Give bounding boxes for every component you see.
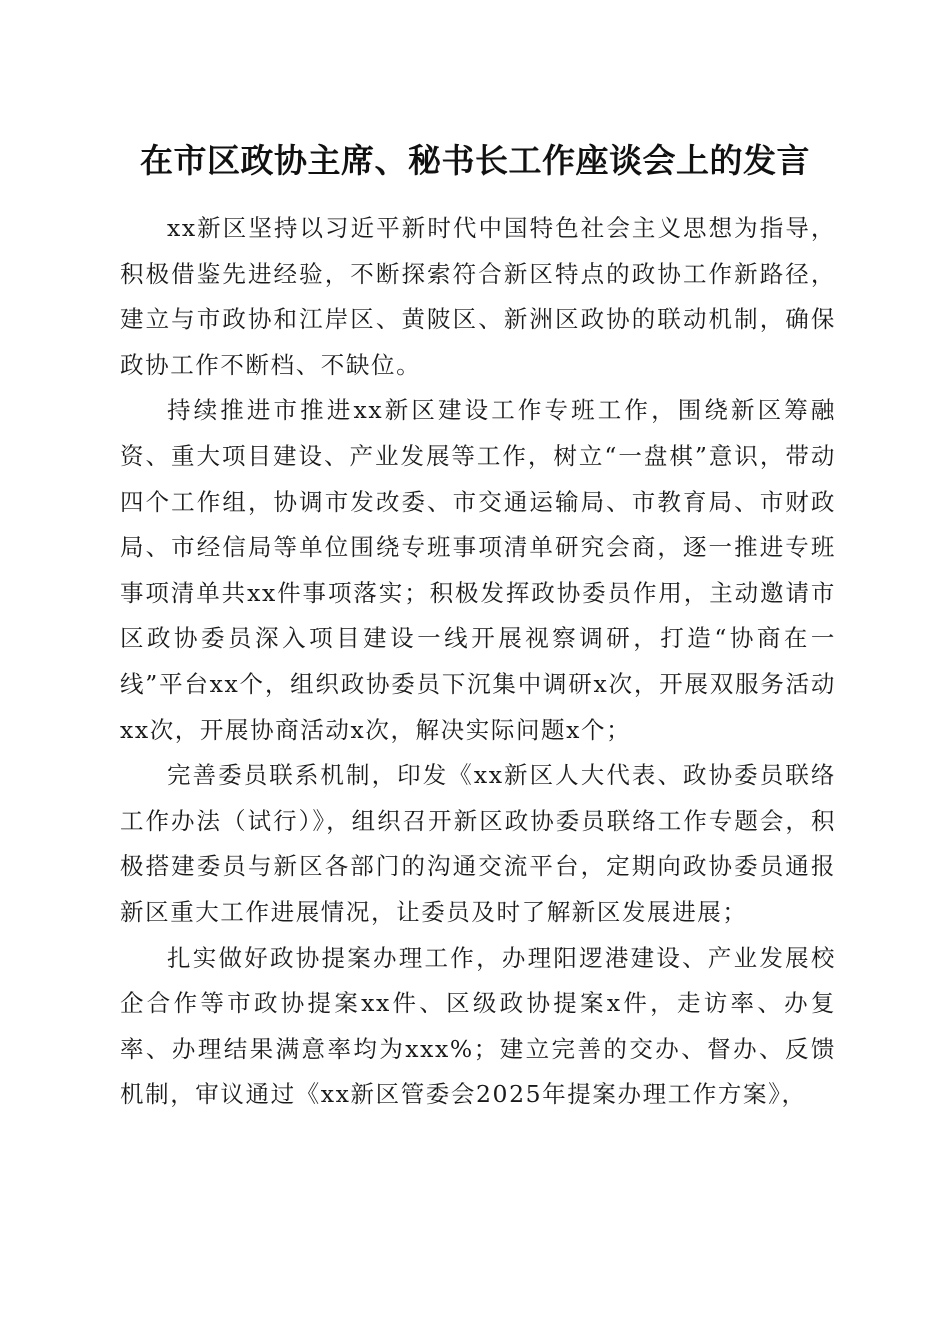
document-body [120,206,836,1118]
paragraph-1: xx新区坚持以习近平新时代中国特色社会主义思想为指导，积极借鉴先进经验，不断探索符合新区特点的政协工作新路径，建立与市政协和江岸区、黄陂区、新洲区政协的联动机制，确保政协工作不断档、不缺位。 [120,214,836,379]
paragraph-4: 扎实做好政协提案办理工作，办理阳逻港建设、产业发展校企合作等市政协提案xx件、区级政协提案x件，走访率、办复率、办理结果满意率均为xxx%；建立完善的交办、督办、反馈机制，审议通过《xx新区管委会2025年提案办理工作方案》， [120,943,836,1109]
document-title: 在市区政协主席、秘书长工作座谈会上的发言 [140,141,810,180]
paragraph-2: 持续推进市推进xx新区建设工作专班工作，围绕新区筹融资、重大项目建设、产业发展等工作，树立“一盘棋”意识，带动四个工作组，协调市发改委、市交通运输局、市教育局、市财政局、市经信局等单位围绕专班事项清单研究会商，逐一推进专班事项清单共xx件事项落实；积极发挥政协委员作用，主动邀请市区政协委员深入项目建设一线开展视察调研，打造“协商在一线”平台xx个，组织政协委员下沉集中调研x次，开展双服务活动xx次，开展协商活动x次，解决实际问题x个； [120,396,836,744]
paragraph-3: 完善委员联系机制，印发《xx新区人大代表、政协委员联络工作办法（试行）》，组织召开新区政协委员联络工作专题会，积极搭建委员与新区各部门的沟通交流平台，定期向政协委员通报新区重大工作进展情况，让委员及时了解新区发展进展； [120,761,836,926]
